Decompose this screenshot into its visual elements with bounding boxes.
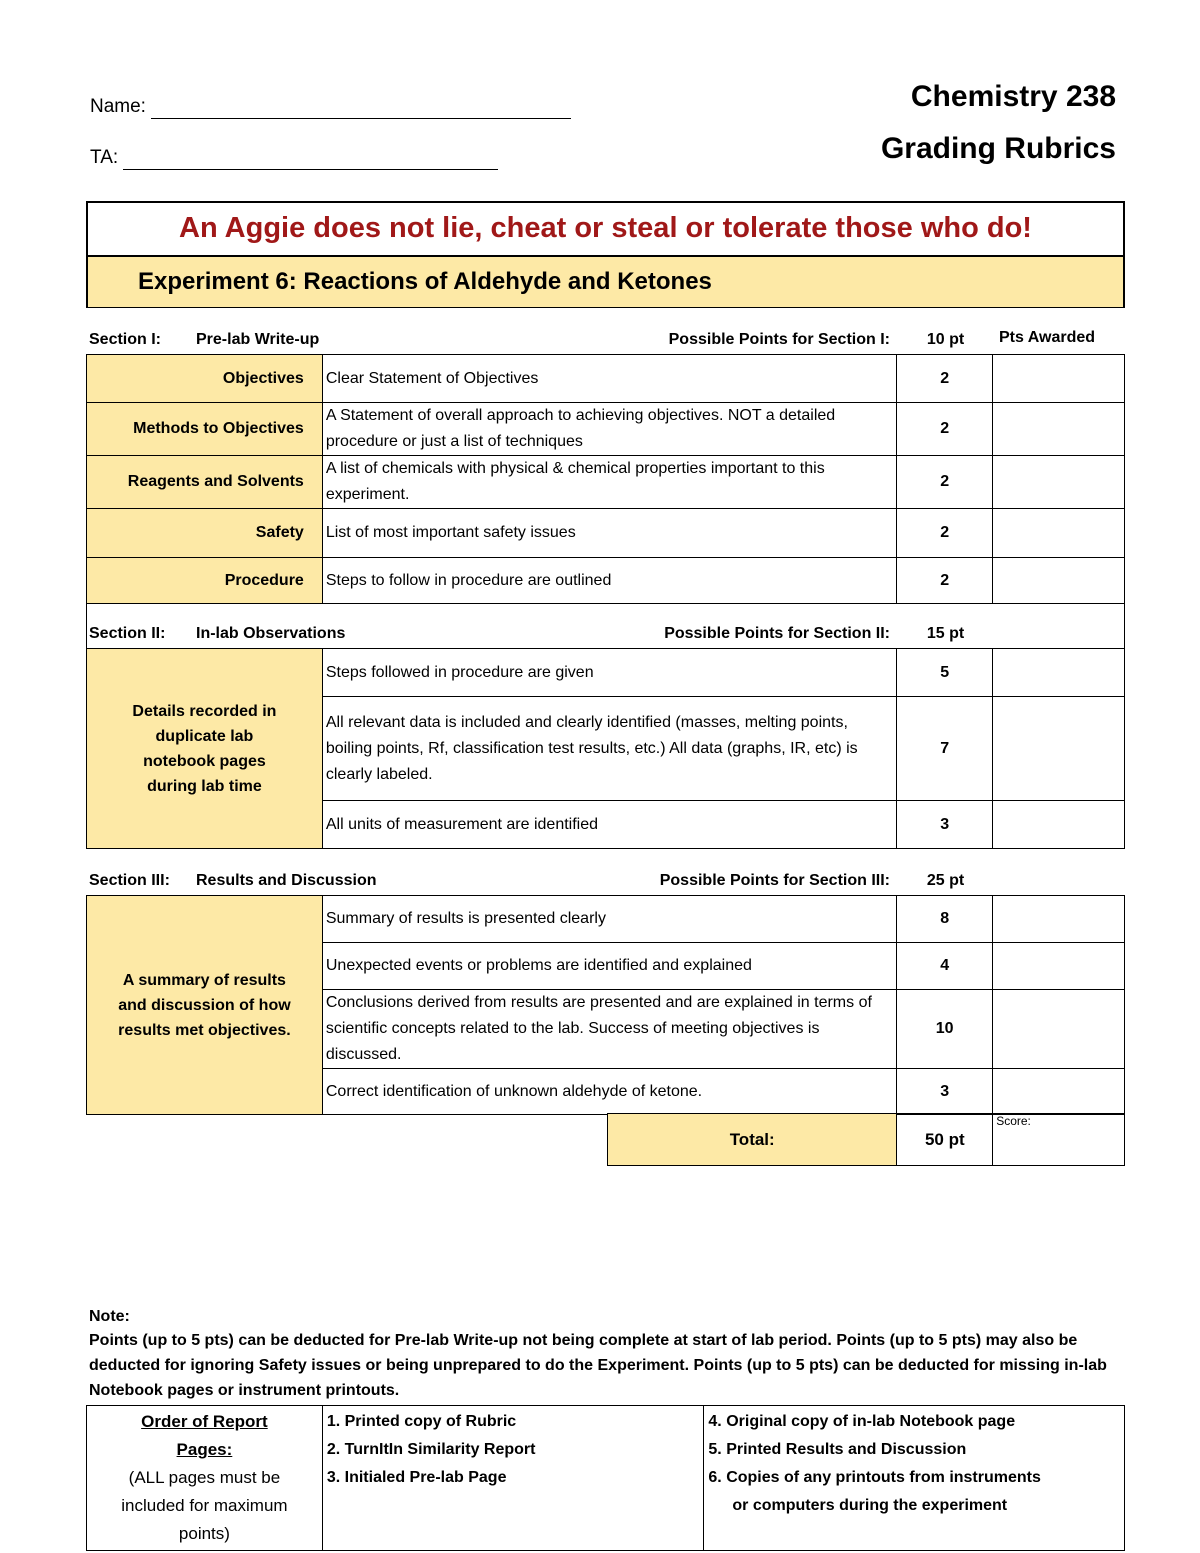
list-item: 2. TurnItIn Similarity Report <box>326 1441 536 1458</box>
section2-possible-points: 15 pt <box>926 625 965 642</box>
pts-awarded-cell[interactable] <box>993 649 1125 697</box>
report-order-col2 <box>704 1406 1125 1551</box>
criterion-description: Clear Statement of Objectives <box>322 355 896 403</box>
pts-awarded-header: Pts Awarded <box>998 329 1096 346</box>
honor-code-motto: An Aggie does not lie, cheat or steal or tolerate those who do! <box>88 203 1123 257</box>
section3-label: Section III: <box>89 872 170 889</box>
section2-table <box>86 648 1125 849</box>
criterion-description: A Statement of overall approach to achieving objectives. NOT a detailed procedure or just a list of techniques <box>322 403 896 456</box>
section3-possible-points: 25 pt <box>926 872 965 889</box>
section2-title: In-lab Observations <box>196 625 346 642</box>
name-field[interactable] <box>90 96 571 119</box>
pts-awarded-cell[interactable] <box>993 456 1125 509</box>
ta-field[interactable] <box>90 147 498 170</box>
score-label: Score: <box>996 1114 1031 1128</box>
list-item: 4. Original copy of in-lab Notebook page <box>708 1413 1016 1430</box>
criterion-description: Summary of results is presented clearly <box>322 896 896 943</box>
section1-label: Section I: <box>89 331 162 348</box>
section3-title: Results and Discussion <box>196 872 377 889</box>
pts-awarded-cell[interactable] <box>993 943 1125 990</box>
table-row <box>87 649 1125 697</box>
report-order-heading-cell <box>87 1406 323 1551</box>
criterion-description: List of most important safety issues <box>322 509 896 558</box>
category-methods: Methods to Objectives <box>87 403 323 456</box>
banner <box>86 201 1125 308</box>
table-row <box>87 896 1125 943</box>
category-objectives: Objectives <box>87 355 323 403</box>
ta-line <box>123 147 498 170</box>
note-text: Points (up to 5 pts) can be deducted for Pre-lab Write-up not being complete at start of lab period. Points (up to 5 pts) may also be deducted for ignoring Safety issues or being unprepared to do the Experiment. Points (up to 5 pts) can be deducted for missing in-lab Notebook pages or instrument printouts. <box>89 1332 1107 1399</box>
pts-awarded-cell[interactable] <box>993 509 1125 558</box>
section1-table <box>86 354 1125 604</box>
criterion-description: A list of chemicals with physical & chemical properties important to this experiment. <box>322 456 896 509</box>
section1-possible-points: 10 pt <box>926 331 965 348</box>
criterion-points: 2 <box>897 355 993 403</box>
table-row <box>87 558 1125 604</box>
criterion-points: 2 <box>897 403 993 456</box>
score-cell[interactable] <box>993 1114 1125 1166</box>
document-title: Grading Rubrics <box>880 132 1116 165</box>
total-points: 50 pt <box>897 1114 993 1166</box>
criterion-points: 3 <box>897 801 993 849</box>
table-row <box>87 456 1125 509</box>
report-order-title: Order of Report Pages: <box>141 1412 268 1459</box>
section2-category: Details recorded in duplicate lab notebook pages during lab time <box>87 649 323 849</box>
list-item: 1. Printed copy of Rubric <box>326 1413 517 1430</box>
section3-category: A summary of results and discussion of how results met objectives. <box>87 896 323 1115</box>
category-safety: Safety <box>87 509 323 558</box>
note-heading: Note: <box>89 1308 130 1325</box>
total-table <box>607 1113 1125 1166</box>
pts-awarded-cell[interactable] <box>993 990 1125 1069</box>
section3-possible-label: Possible Points for Section III: <box>659 872 890 889</box>
criterion-points: 3 <box>897 1069 993 1115</box>
table-row <box>87 1406 1125 1551</box>
pts-awarded-cell[interactable] <box>993 1069 1125 1115</box>
name-line <box>151 96 571 119</box>
criterion-points: 5 <box>897 649 993 697</box>
experiment-title: Reactions of Aldehyde and Ketones <box>303 268 712 295</box>
pts-awarded-cell[interactable] <box>993 896 1125 943</box>
ta-label: TA: <box>90 147 119 168</box>
report-order-subtitle: (ALL pages must be included for maximum points) <box>121 1468 288 1543</box>
criterion-description: Correct identification of unknown aldehyde of ketone. <box>322 1069 896 1115</box>
criterion-points: 2 <box>897 456 993 509</box>
criterion-description: Conclusions derived from results are presented and are explained in terms of scientific concepts related to the lab. Success of meeting objectives is discussed. <box>322 990 896 1069</box>
category-reagents: Reagents and Solvents <box>87 456 323 509</box>
total-row <box>608 1114 1125 1166</box>
course-title: Chemistry 238 <box>910 80 1116 113</box>
list-item: 3. Initialed Pre-lab Page <box>326 1469 507 1486</box>
criterion-description: Steps followed in procedure are given <box>322 649 896 697</box>
criterion-points: 7 <box>897 697 993 801</box>
criterion-description: Unexpected events or problems are identified and explained <box>322 943 896 990</box>
criterion-points: 2 <box>897 558 993 604</box>
name-label: Name: <box>90 96 146 117</box>
criterion-points: 4 <box>897 943 993 990</box>
table-row <box>87 509 1125 558</box>
list-item: 6. Copies of any printouts from instruments <box>708 1469 1041 1486</box>
experiment-heading <box>88 257 1123 307</box>
pts-awarded-cell[interactable] <box>993 403 1125 456</box>
criterion-points: 8 <box>897 896 993 943</box>
table-row <box>87 403 1125 456</box>
report-order-table <box>86 1405 1125 1551</box>
criterion-points: 10 <box>897 990 993 1069</box>
criterion-description: Steps to follow in procedure are outlined <box>322 558 896 604</box>
list-item: or computers during the experiment <box>732 1497 1008 1514</box>
criterion-description: All relevant data is included and clearly identified (masses, melting points, boiling points, Rf, classification test results, etc.) All data (graphs, IR, etc) is clearly labeled. <box>322 697 896 801</box>
pts-awarded-cell[interactable] <box>993 355 1125 403</box>
pts-awarded-cell[interactable] <box>993 801 1125 849</box>
section2-label: Section II: <box>89 625 166 642</box>
category-procedure: Procedure <box>87 558 323 604</box>
criterion-points: 2 <box>897 509 993 558</box>
pts-awarded-cell[interactable] <box>993 697 1125 801</box>
section1-title: Pre-lab Write-up <box>196 331 320 348</box>
list-item: 5. Printed Results and Discussion <box>708 1441 967 1458</box>
table-row <box>87 355 1125 403</box>
section3-table <box>86 895 1125 1115</box>
section1-possible-label: Possible Points for Section I: <box>668 331 890 348</box>
criterion-description: All units of measurement are identified <box>322 801 896 849</box>
experiment-label: Experiment 6: <box>138 268 297 295</box>
total-label: Total: <box>608 1114 897 1166</box>
pts-awarded-cell[interactable] <box>993 558 1125 604</box>
section2-possible-label: Possible Points for Section II: <box>664 625 890 642</box>
report-order-col1 <box>322 1406 704 1551</box>
